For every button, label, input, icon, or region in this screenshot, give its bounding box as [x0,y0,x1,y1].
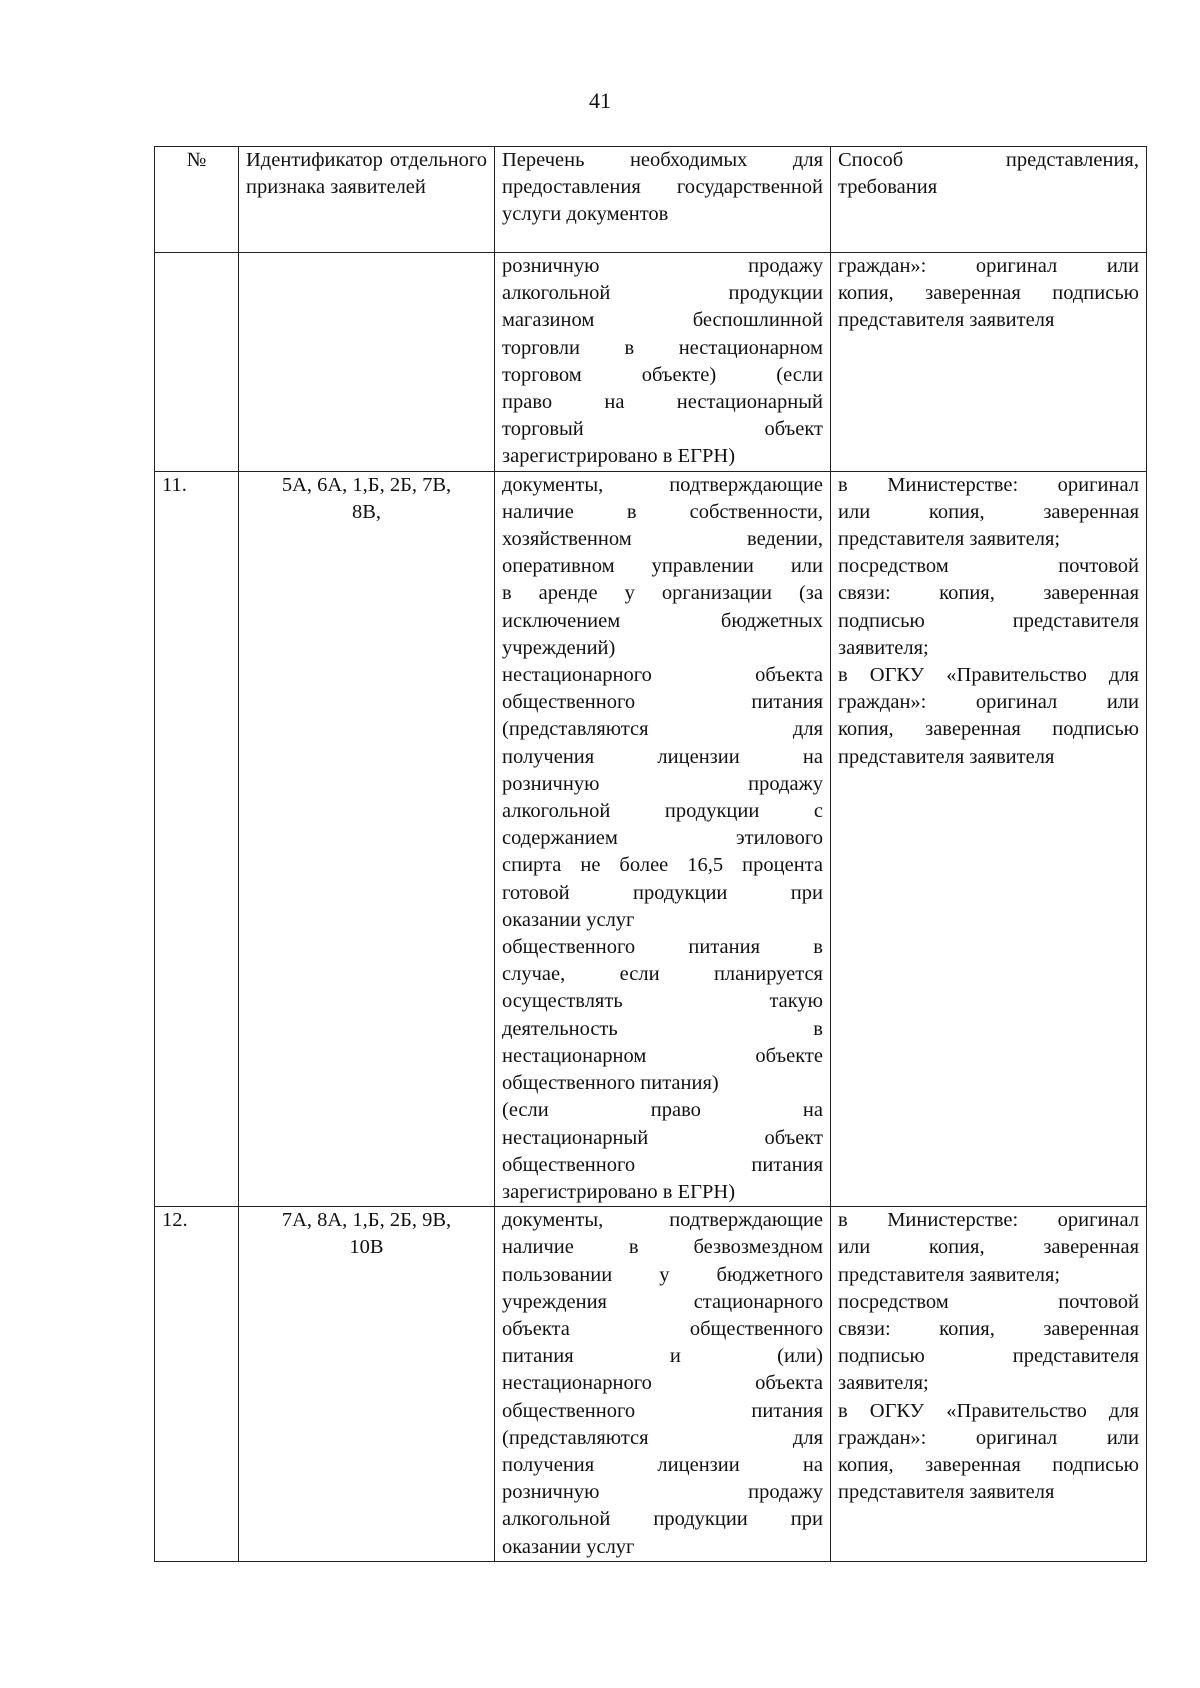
header-documents: Перечень необходимых для предоставления государственной услуги документов [495,147,831,253]
row-method-line: представителя заявителя; [838,1263,1061,1286]
row-method-line: граждан»: оригинал или [838,1426,1139,1449]
identifier-line: 8В, [351,500,382,523]
row-method-line: подписью представителя [838,609,1139,632]
row-method [831,1207,1147,1562]
row-documents-line: (представляются для [502,1426,823,1449]
row-documents [495,253,831,472]
row-method-line: посредством почтовой [838,555,1139,578]
row-documents-line: учреждений) [502,636,616,659]
row-documents-line: получения лицензии на [502,1453,823,1476]
row-method-line: в ОГКУ «Правительство для [838,664,1139,687]
row-documents-line: содержанием этилового [502,827,823,850]
row-documents-line: получения лицензии на [502,745,823,768]
row-documents-line: (представляются для [502,718,823,741]
row-number: 11. [155,471,239,1206]
row-documents-line: спирта не более 16,5 процента [502,854,823,877]
row-documents-line: готовой продукции при [502,881,823,904]
row-method-line: заявителя; [838,1372,929,1395]
row-identifier [239,471,495,1206]
row-documents-line: розничную продажу [502,255,823,277]
table-row [155,1207,1147,1562]
row-documents-line: розничную продажу [502,1481,823,1504]
row-documents-line: магазином беспошлинной [502,309,823,332]
row-documents-line: пользовании у бюджетного [502,1263,823,1286]
row-method-line: в ОГКУ «Правительство для [838,1399,1139,1422]
row-method-line: связи: копия, заверенная [838,582,1139,605]
row-documents-line: розничную продажу [502,772,823,795]
row-documents-line: торговый объект [502,418,823,441]
row-documents-line: оперативном управлении или [502,555,823,578]
row-method [831,471,1147,1206]
identifier-line: 10В [349,1236,384,1259]
row-documents-line: деятельность в [502,1017,823,1040]
row-method-line: представителя заявителя [838,1481,1055,1504]
row-documents-line: общественного питания [502,691,823,714]
header-number: № [155,147,239,253]
row-documents-line: случае, если планируется [502,963,823,986]
row-method-line: копия, заверенная подписью [838,1453,1139,1476]
row-documents-line: нестационарный объект [502,1126,823,1149]
identifier-line: 5А, 6А, 1,Б, 2Б, 7В, [281,473,452,496]
row-documents-line: общественного питания в [502,936,823,959]
row-documents-line: исключением бюджетных [502,609,823,632]
row-documents-line: документы, подтверждающие [502,473,823,496]
table-row [155,253,1147,472]
row-documents-line: зарегистрировано в ЕГРН) [502,445,736,468]
header-identifier: Идентификатор отдельного признака заявителей [239,147,495,253]
row-documents-line: наличие в собственности, [502,500,823,523]
row-method [831,253,1147,472]
row-documents-line: учреждения стационарного [502,1290,823,1313]
row-documents-line: зарегистрировано в ЕГРН) [502,1180,736,1203]
row-documents-line: право на нестационарный [502,391,823,414]
row-identifier [239,1207,495,1562]
row-documents-line: документы, подтверждающие [502,1209,823,1232]
row-number [155,253,239,472]
row-method-line: представителя заявителя [838,745,1055,768]
row-documents-line: оказании услуг [502,1535,635,1558]
identifier-line: 7А, 8А, 1,Б, 2Б, 9В, [281,1209,452,1232]
documents-table [154,146,1147,1562]
header-method: Способ представления, требования [831,147,1147,253]
row-documents-line: алкогольной продукции с [502,800,823,823]
row-documents-line: осуществлять такую [502,990,823,1013]
row-method-line: граждан»: оригинал или [838,255,1139,277]
row-identifier [239,253,495,472]
row-method-line: представителя заявителя [838,309,1055,332]
row-documents-line: (если право на [502,1099,823,1122]
row-documents-line: общественного питания [502,1399,823,1422]
row-documents-line: торговом объекте) (если [502,363,823,386]
row-documents-line: оказании услуг [502,908,635,931]
row-method-line: копия, заверенная подписью [838,282,1139,305]
table-row [155,471,1147,1206]
row-documents-line: в аренде у организации (за [502,582,823,605]
row-documents-line: алкогольной продукции при [502,1508,823,1531]
row-documents [495,1207,831,1562]
row-documents-line: питания и (или) [502,1345,823,1368]
row-method-line: представителя заявителя; [838,528,1061,551]
row-method-line: копия, заверенная подписью [838,718,1139,741]
row-method-line: в Министерстве: оригинал [838,473,1139,496]
row-documents-line: общественного питания) [502,1072,719,1095]
row-method-line: или копия, заверенная [838,1236,1139,1259]
row-documents-line: нестационарного объекта [502,1372,823,1395]
row-method-line: связи: копия, заверенная [838,1317,1139,1340]
table-header-row [155,147,1147,253]
row-method-line: в Министерстве: оригинал [838,1209,1139,1232]
row-method-line: посредством почтовой [838,1290,1139,1313]
table-body [155,253,1147,1562]
row-documents-line: объекта общественного [502,1317,823,1340]
row-number: 12. [155,1207,239,1562]
row-method-line: подписью представителя [838,1345,1139,1368]
row-documents-line: нестационарном объекте [502,1044,823,1067]
row-documents [495,471,831,1206]
row-documents-line: торговли в нестационарном [502,336,823,359]
row-documents-line: наличие в безвозмездном [502,1236,823,1259]
row-method-line: или копия, заверенная [838,500,1139,523]
row-documents-line: хозяйственном ведении, [502,528,823,551]
row-documents-line: алкогольной продукции [502,282,823,305]
row-documents-line: нестационарного объекта [502,664,823,687]
row-documents-line: общественного питания [502,1153,823,1176]
page-number: 41 [589,88,611,113]
row-method-line: граждан»: оригинал или [838,691,1139,714]
row-method-line: заявителя; [838,636,929,659]
